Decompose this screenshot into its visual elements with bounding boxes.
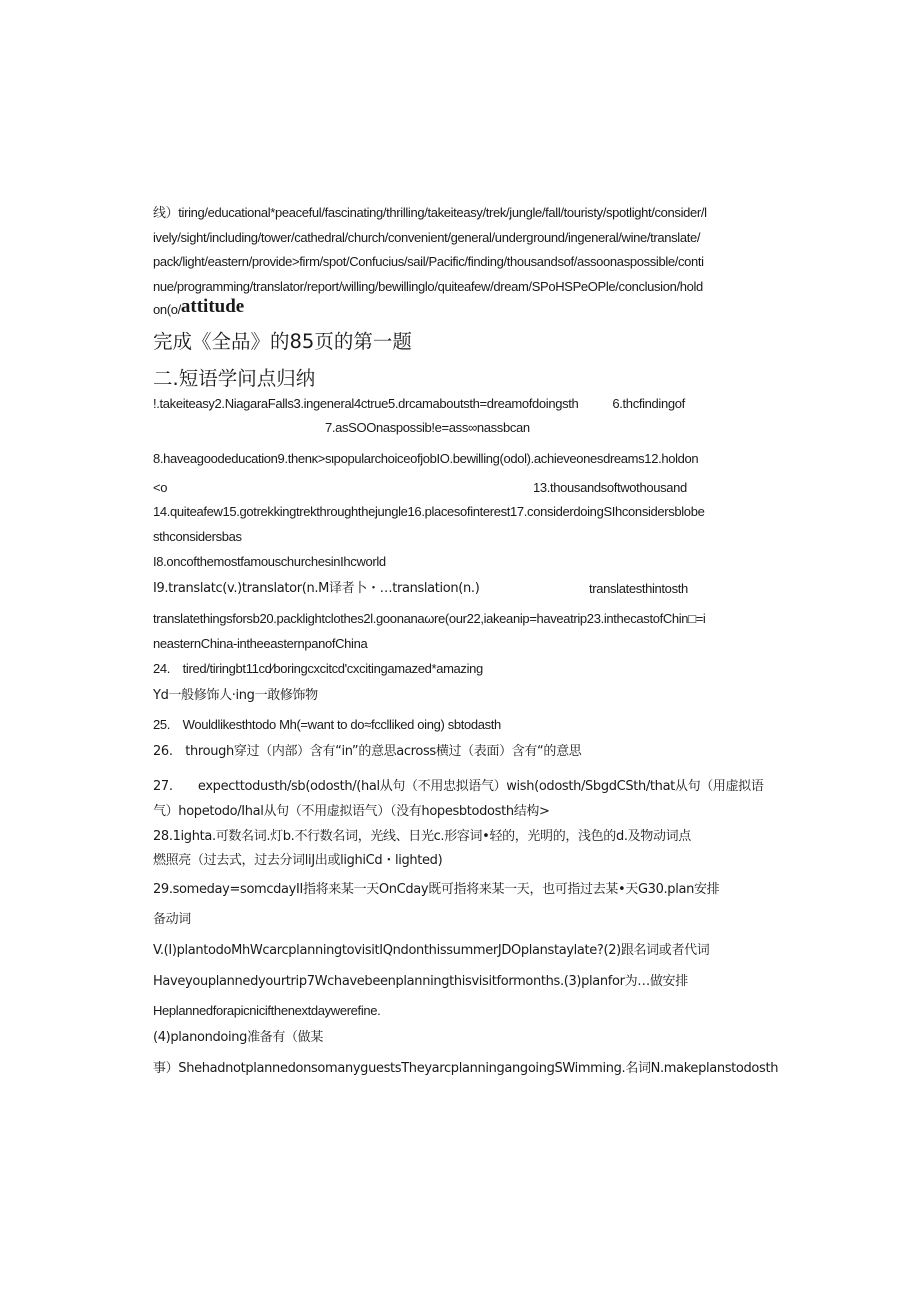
vocab-line-1: 线）tiring/educational*peaceful/fascinating/thrilling/takeiteasy/trek/jungle/fall/touristy/spotlight/consider/l [153,205,707,220]
vocab-line-4: nue/programming/translator/report/willing/bewillinglo/quiteafew/dream/SPoHSPeOPle/conclusion/hold [153,279,703,294]
phrase-line-3: 8.haveagoodeducation9.thenκ>sιpopularchoiceofjobIO.bewilling(odol).achieveonesdreams12.holdon [153,451,699,466]
heading-homework: 完成《全品》的85页的第一题 [153,330,412,353]
phrase-line-19: 29.someday=somcdayII指将来某一天OnCday既可指将来某一天，也可指过去某•天G30.plan安排 [153,882,720,897]
phrase-line-22: Haveyouplannedyourtrip7Wchavebeenplanningthisvisitformonths.(3)planfor为…做安排 [153,974,688,989]
phrase-line-16: 气）hopetodo/Ihal从句（不用虚拟语气）（没有hopesbtodosth结构> [153,804,550,819]
phrase-line-18: 燃照亮（过去式，过去分词liJ出或lighiCd・lighted) [153,853,443,868]
phrase-line-23: Heplannedforapicnicifthenextdaywerefine. [153,1003,381,1018]
phrase-line-1a: !.takeiteasy2.NiagaraFalls3.ingeneral4ctrue5.drcamaboutsth=dreamofdoingsth [153,396,579,411]
phrase-line-1b: 6.thcfindingof [612,396,685,411]
phrase-line-13: 25. Wouldlikesthtodo Mh(=want to do≈fcclliked oing) sbtodasth [153,717,501,732]
phrase-line-5: 14.quiteafew15.gotrekkingtrekthroughthejungle16.placesofinterest17.considerdoingSIhconsidersblobe [153,504,705,519]
phrase-line-9: translatethingsforsb20.packlightclothes2l.goonanaωre(our22,iakeanip=haveatrip23.inthecastofChin□=i [153,611,706,626]
vocab-line-2: ively/sight/including/tower/cathedral/church/convenient/general/underground/ingeneral/wine/translate/ [153,230,701,245]
phrase-line-1 [153,394,685,414]
phrase-line-14: 26. through穿过（内部）含有“in”的意思across横过（表面）含有“的意思 [153,744,582,759]
phrase-line-25: 事）ShehadnotplannedonsomanyguestsTheyarcplanningangoingSWimming.名词N.makeplanstodosth [153,1061,779,1076]
phrase-line-21: V.(I)plantodoMhWcarcplanningtovisitIQndonthissummerJDOplanstaylate?(2)跟名词或者代词 [153,943,710,958]
phrase-line-20: 备动词 [153,912,191,927]
phrase-line-4a: <o [153,480,168,495]
vocab-line-5-text: on(o/ [153,302,181,317]
phrase-line-8a: I9.translatc(v.)translator(n.M译者卜・…translation(n.) [153,581,480,596]
phrase-line-12: Yd一般修饰人·ing一敢修饰物 [153,688,318,703]
vocab-line-3: pack/light/eastern/provide>firm/spot/Confucius/sail/Pacific/finding/thousandsof/assoonaspossible/conti [153,254,704,269]
phrase-line-11: 24. tired/tiringbt11cd∕boringcxcitcd'cxcitingamazed*amazing [153,661,483,676]
phrase-line-15: 27. expecttodusth/sb(odosth/(hal从句（不用忠拟语气）wish(odosth/SbgdCSth/that从句（用虚拟语 [153,779,764,794]
phrase-line-24: (4)planondoing准备有（做某 [153,1030,323,1045]
phrase-line-4b: 13.thousandsoftwothousand [533,480,687,495]
phrase-line-7: I8.oncofthemostfamouschurchesinIhcworld [153,554,386,569]
vocab-line-5 [153,297,244,320]
heading-phrases: 二.短语学问点归纳 [153,367,316,390]
phrase-line-6: sthconsidersbas [153,529,242,544]
phrase-line-17: 28.1ighta.可数名词.灯b.不行数名词，光线、日光c.形容词•轻的，光明的，浅色的d.及物动词点 [153,829,691,844]
phrase-line-10: neasternChina-intheeasternpanofChina [153,636,368,651]
vocab-bold-attitude: attitude [180,296,245,317]
phrase-line-2: 7.asSOOnaspossib!e=ass∞nassbcan [325,420,530,435]
phrase-line-8b: translatesthintosth [589,581,688,596]
